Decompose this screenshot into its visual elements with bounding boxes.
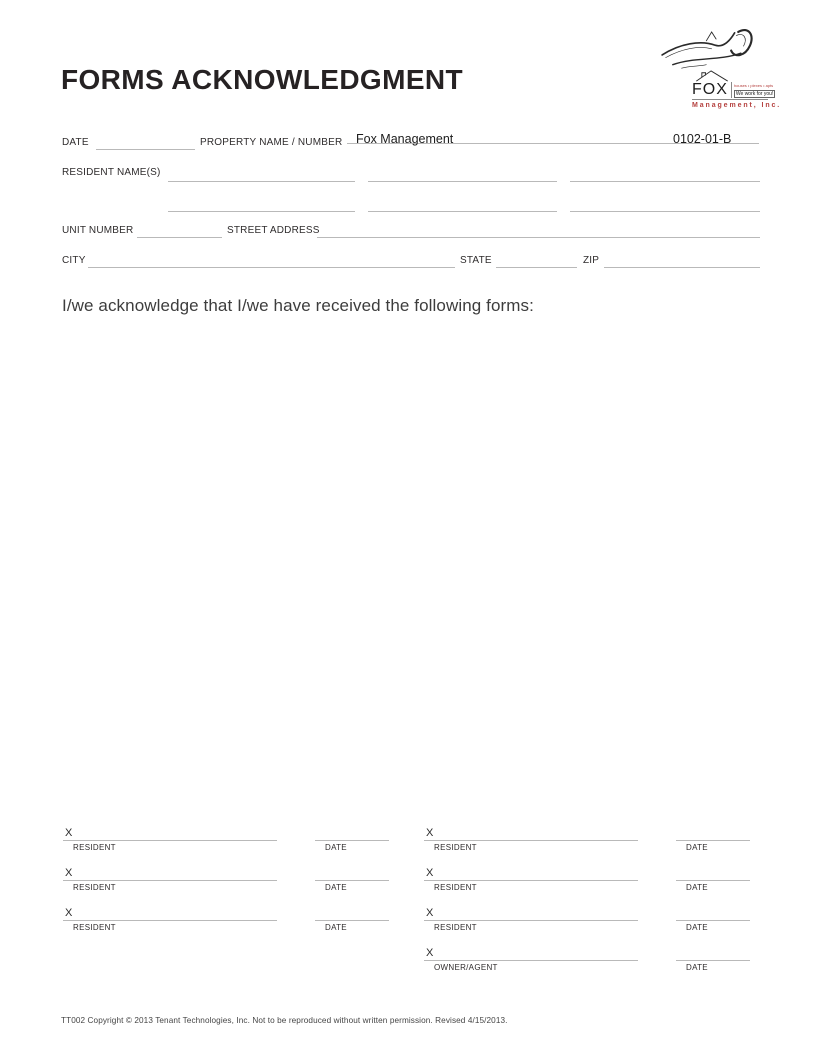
signature-date-label: DATE — [686, 923, 708, 932]
logo-tagline-top: houses • plexes • apts — [733, 83, 774, 89]
resident-signature-label: RESIDENT — [434, 883, 477, 892]
resident-signature-field-4[interactable] — [424, 827, 638, 841]
state-field[interactable] — [496, 254, 577, 268]
signature-x-mark: X — [65, 867, 73, 879]
signature-date-field-5[interactable] — [676, 867, 750, 881]
property-number-value: 0102-01-B — [673, 132, 732, 146]
signature-x-mark: X — [65, 907, 73, 919]
city-field[interactable] — [88, 254, 455, 268]
signature-date-label: DATE — [686, 843, 708, 852]
logo-tagline-bottom: We work for you! — [735, 90, 774, 97]
signature-x-mark: X — [426, 947, 434, 959]
signature-x-mark: X — [426, 827, 434, 839]
resident-name-field-5[interactable] — [368, 198, 557, 212]
street-address-label: STREET ADDRESS — [227, 225, 320, 236]
fox-illustration-icon — [648, 24, 770, 70]
signature-date-label: DATE — [686, 963, 708, 972]
signature-date-label: DATE — [325, 883, 347, 892]
property-name-number-label: PROPERTY NAME / NUMBER — [200, 137, 343, 148]
city-label: CITY — [62, 255, 86, 266]
resident-signature-field-6[interactable] — [424, 907, 638, 921]
signature-x-mark: X — [426, 907, 434, 919]
company-logo — [648, 24, 782, 109]
signature-date-field-1[interactable] — [315, 827, 389, 841]
date-field[interactable] — [96, 136, 195, 150]
resident-name-field-2[interactable] — [368, 168, 557, 182]
resident-signature-field-5[interactable] — [424, 867, 638, 881]
copyright-footer: TT002 Copyright © 2013 Tenant Technologies, Inc. Not to be reproduced without written permission. Revised 4/15/2013. — [61, 1016, 508, 1025]
resident-signature-label: RESIDENT — [73, 843, 116, 852]
signature-date-field-7[interactable] — [676, 947, 750, 961]
logo-company-line: Management, Inc. — [692, 102, 782, 109]
resident-signature-label: RESIDENT — [434, 843, 477, 852]
unit-number-field[interactable] — [137, 224, 222, 238]
logo-fox-text: FOX — [692, 82, 732, 98]
resident-signature-field-3[interactable] — [63, 907, 277, 921]
acknowledgment-statement: I/we acknowledge that I/we have received the following forms: — [62, 296, 534, 315]
resident-signature-label: RESIDENT — [73, 923, 116, 932]
logo-lockup — [692, 70, 782, 109]
signature-date-label: DATE — [325, 923, 347, 932]
owner-agent-signature-label: OWNER/AGENT — [434, 963, 498, 972]
signature-date-field-6[interactable] — [676, 907, 750, 921]
signature-date-field-3[interactable] — [315, 907, 389, 921]
date-label: DATE — [62, 137, 89, 148]
resident-name-field-1[interactable] — [168, 168, 355, 182]
resident-name-field-3[interactable] — [570, 168, 760, 182]
resident-name-field-4[interactable] — [168, 198, 355, 212]
resident-name-field-6[interactable] — [570, 198, 760, 212]
state-label: STATE — [460, 255, 492, 266]
signature-date-field-2[interactable] — [315, 867, 389, 881]
resident-names-label: RESIDENT NAME(S) — [62, 167, 161, 178]
signature-date-field-4[interactable] — [676, 827, 750, 841]
resident-signature-label: RESIDENT — [73, 883, 116, 892]
signature-x-mark: X — [65, 827, 73, 839]
owner-agent-signature-field[interactable] — [424, 947, 638, 961]
signature-date-label: DATE — [325, 843, 347, 852]
property-name-value: Fox Management — [356, 132, 454, 146]
signature-x-mark: X — [426, 867, 434, 879]
resident-signature-label: RESIDENT — [434, 923, 477, 932]
street-address-field[interactable] — [317, 224, 760, 238]
page-title: FORMS ACKNOWLEDGMENT — [61, 64, 464, 95]
zip-label: ZIP — [583, 255, 600, 266]
resident-signature-field-1[interactable] — [63, 827, 277, 841]
zip-field[interactable] — [604, 254, 760, 268]
signature-date-label: DATE — [686, 883, 708, 892]
unit-number-label: UNIT NUMBER — [62, 225, 134, 236]
resident-signature-field-2[interactable] — [63, 867, 277, 881]
